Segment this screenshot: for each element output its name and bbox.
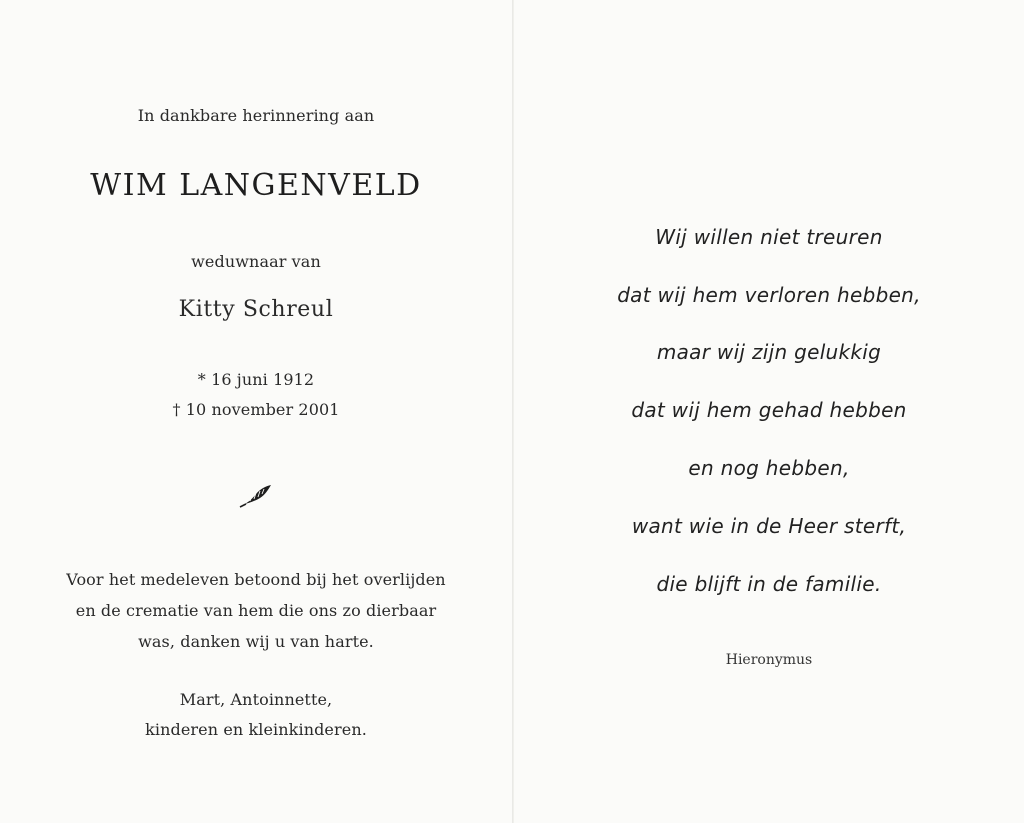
thanks-line: was, danken wij u van harte. [138,632,374,651]
thanks-line: Voor het medeleven betoond bij het overlijden [66,570,446,589]
leaf-icon [0,483,512,513]
verse-line: dat wij hem verloren hebben, [617,283,921,307]
widow-of-text: weduwnaar van [191,252,321,271]
birth-date: * 16 juni 1912 [197,370,315,389]
verse-line: dat wij hem gehad hebben [631,398,907,422]
signature-line: kinderen en kleinkinderen. [145,720,367,739]
verse-line: die blijft in de familie. [656,572,882,596]
death-date: † 10 november 2001 [172,400,340,419]
verse-line: want wie in de Heer sterft, [631,514,907,538]
deceased-name: WIM LANGENVELD [90,168,422,203]
intro-text: In dankbare herinnering aan [137,106,375,125]
verse-line: en nog hebben, [688,456,850,480]
verse-line: maar wij zijn gelukkig [656,340,882,364]
thanks-line: en de crematie van hem die ons zo dierbaar [75,601,437,620]
right-panel [514,0,1024,823]
spouse-name: Kitty Schreul [178,297,334,322]
verse-line: Wij willen niet treuren [655,225,883,249]
signature-line: Mart, Antoinnette, [179,690,333,709]
verse-author: Hieronymus [725,652,813,668]
